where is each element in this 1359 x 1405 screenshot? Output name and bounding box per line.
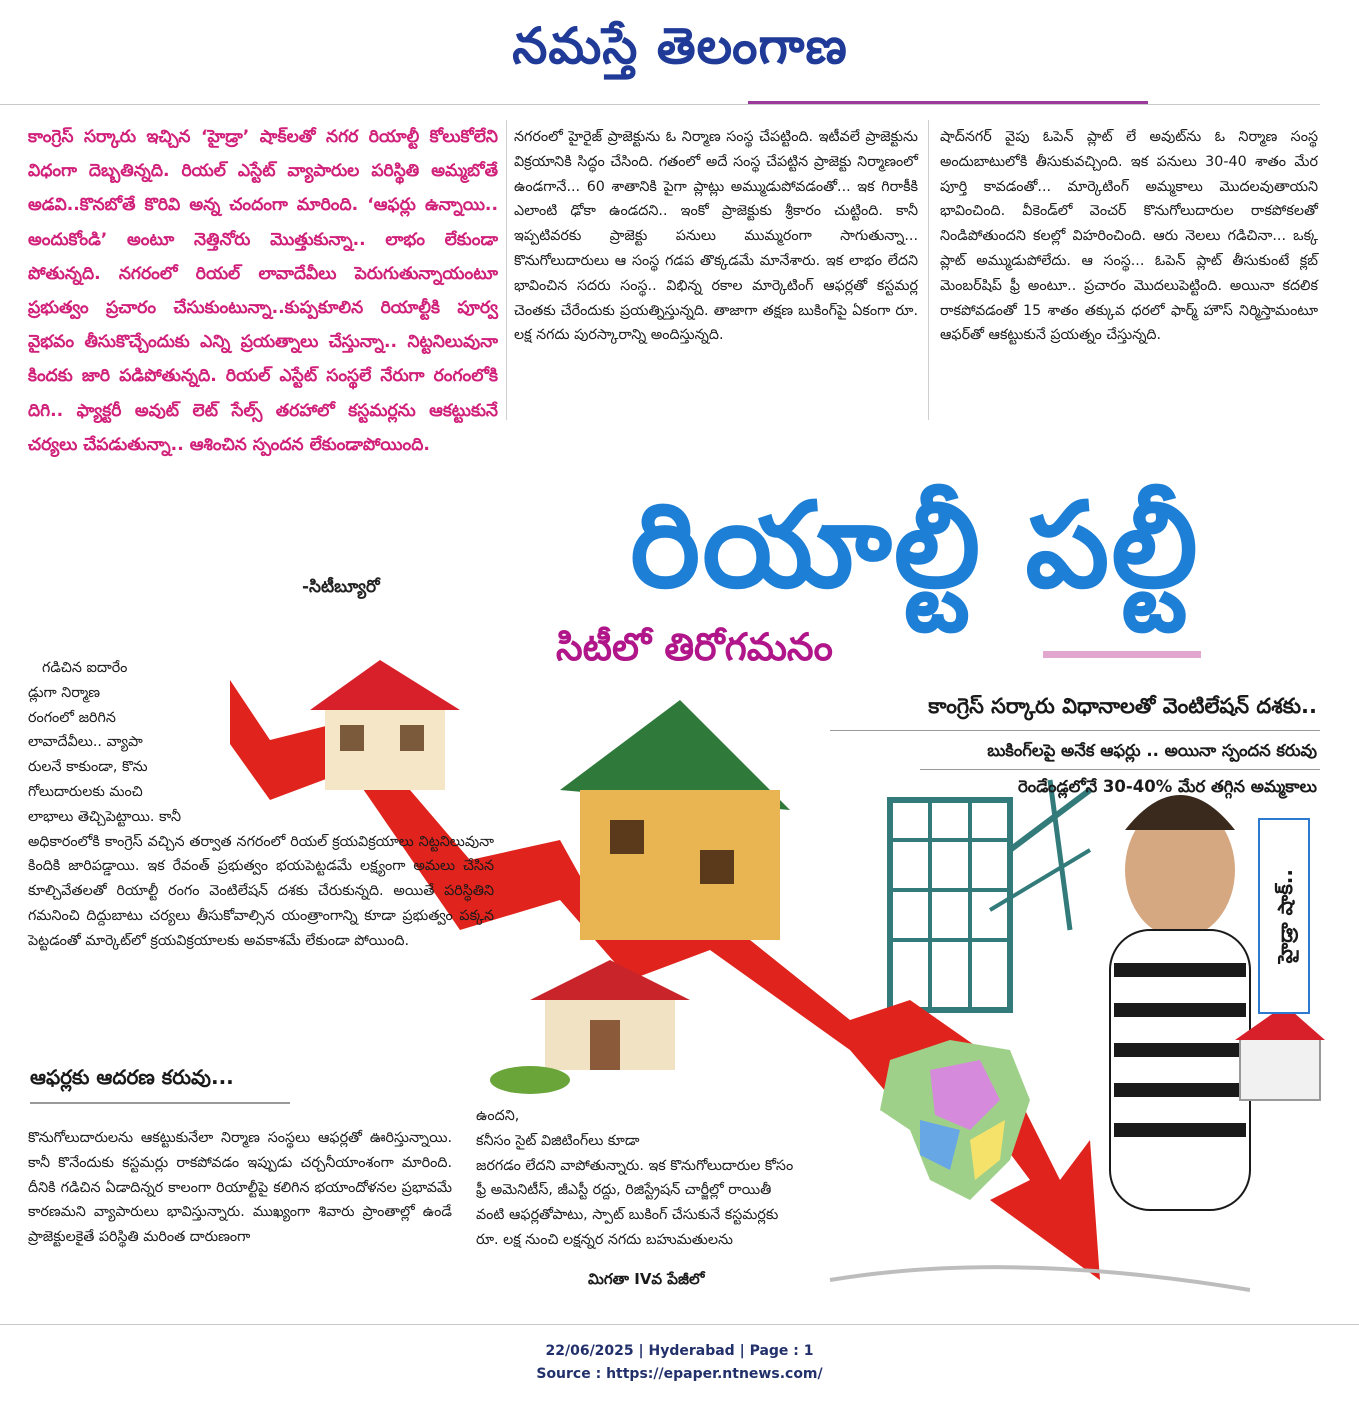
text-line: గడిచిన ఐదారేం — [42, 660, 128, 676]
subsection-rule — [30, 1102, 290, 1104]
footer-rule — [0, 1324, 1359, 1325]
house-icon — [490, 960, 690, 1094]
subsection-heading: ఆఫర్లకు ఆదరణ కరువు... — [30, 1065, 234, 1089]
footer-source-link[interactable]: Source : https://epaper.ntnews.com/ — [536, 1366, 823, 1382]
story-column-3: షాద్‌నగర్ వైపు ఓపెన్ ప్లాట్ లే అవుట్‌ను ఓ నిర్మాణ సంస్థ అందుబాటులోకి తీసుకువచ్చింది. ఇక పనులు 30-40 శాతం మేర పూర్తి కావడంతో... మార్కెటింగ్ అమ్మకాలు మొదలవుతాయని భావించింది. వీకెండ్‌లో వెంచర్ కొనుగోలుదారుల రాకపోకలతో నిండిపోతుందని కలల్లో విహరించింది. ఆరు నెలలు గడిచినా... ఒక్క ప్లాట్ అమ్ముడుపోలేదు. ఆ సంస్థ... ఓపెన్ ప్లాట్ తీసుకుంటే క్లబ్ మెంబర్‌షిప్ ఫ్రీ అంటూ.. ప్రచారం మొదలుపెట్టింది. అయినా కదలిక రాకపోవడంతో 15 శాతం తక్కువ ధరలో ఫార్మ్ హౌస్ నిర్మిస్తామంటూ ఆఫర్‌తో ఆకట్టుకునే ప్రయత్నం చేస్తున్నది. — [940, 129, 1318, 344]
column-divider — [928, 120, 929, 420]
text-line: రంగంలో జరిగిన — [28, 709, 116, 726]
deck-line-1: కాంగ్రెస్ సర్కారు విధానాలతో వెంటిలేషన్ దశకు.. — [928, 694, 1317, 718]
text-line: రులనే కాకుండా, కొను — [28, 759, 148, 776]
footer-date-line: 22/06/2025 | Hyderabad | Page : 1 — [545, 1343, 814, 1359]
deck-rule — [830, 730, 1320, 731]
text-line: కనీసం సైట్ విజిటింగ్‌లు కూడా — [476, 1132, 640, 1149]
story-column-left — [28, 656, 494, 954]
continued-on-page: మిగతా IVవ పేజీలో — [588, 1270, 705, 1288]
text-line: లాభాలు తెచ్చిపెట్టాయి. కానీ — [28, 808, 181, 825]
byline: -సిటీబ్యూరో — [302, 577, 380, 597]
text-line: వంటి ఆఫర్లతోపాటు, స్పాట్ బుకింగ్ చేసుకునే కస్టమర్లకు — [476, 1207, 779, 1224]
deck-line-2: బుకింగ్‌లపై అనేక ఆఫర్లు .. అయినా స్పందన కరువు — [987, 741, 1317, 760]
map-icon — [880, 1040, 1030, 1200]
deck-line-3: రెండేండ్లలోనే 30-40% మేర తగ్గిన అమ్మకాలు — [1017, 777, 1317, 796]
narrow-lines — [28, 656, 181, 830]
deck-rule — [920, 769, 1320, 770]
crane-icon — [890, 780, 1090, 1010]
text-line: జరగడం లేదని వాపోతున్నారు. ఇక కొనుగోలుదారుల కోసం — [476, 1157, 794, 1174]
text-line: ఫ్రీ అమెనిటీస్, జీఎస్టీ రద్దు, రిజిస్ట్రేషన్ చార్జీల్లో రాయితీ — [476, 1182, 772, 1199]
text-line: రూ. లక్ష నుంచి లక్షన్నర నగదు బహుమతులను — [476, 1231, 733, 1248]
main-headline: రియాల్టీ పల్టీ — [630, 476, 1200, 614]
masthead-rule — [0, 104, 1320, 105]
text-line: గోలుదారులకు మంచి — [28, 783, 143, 800]
newspaper-logo: నమస్తే తెలంగాణ — [512, 17, 848, 75]
story-column-bottom — [476, 1104, 896, 1253]
subsection-text: కొనుగోలుదారులను ఆకట్టుకునేలా నిర్మాణ సంస్థలు ఆఫర్లతో ఊరిస్తున్నాయి. కానీ కొనేందుకు కస్టమర్లు రాకపోవడం ఇప్పుడు చర్చనీయాంశంగా మారింది. దీనికి గడిచిన ఏడాదిన్నర కాలంగా రియాల్టీపై కలిగిన భయాందోళనల ప్రభావమే కారణమని వ్యాపారులు భావిస్తున్నారు. ముఖ్యంగా శివారు ప్రాంతాల్లో ఉండే ప్రాజెక్టులకైతే పరిస్థితి మరింత దారుణంగా — [28, 1130, 452, 1246]
text-line: లావాదేవీలు.. వ్యాపా — [28, 734, 143, 751]
wide-text: అధికారంలోకి కాంగ్రెస్ వచ్చిన తర్వాత నగరంలో రియల్ క్రయవిక్రయాలు నిట్టనిలువునా కిందికి జారిపడ్డాయి. ఇక రేవంత్ ప్రభుత్వం భయపెట్టడమే లక్ష్యంగా అమలు చేసిన కూల్చివేతలతో రియాల్టీ రంగం వెంటిలేషన్ దశకు చేరుకున్నది. అయితే పరిస్థితిని గమనించి దిద్దుబాటు చర్యలు తీసుకోవాల్సిన యంత్రాంగాన్ని కూడా ప్రభుత్వం పక్కన పెట్టడంతో మార్కెట్‌లో క్రయవిక్రయాలకు అవకాశమే లేకుండా పోయింది. — [28, 833, 494, 949]
hydra-shock-sticker — [1258, 818, 1310, 1014]
subhead-accent-bar — [1043, 651, 1201, 658]
text-line: డ్లుగా నిర్మాణ — [28, 684, 101, 701]
house-icon — [560, 700, 790, 940]
sticker-text: హైడ్రా షాక్.. — [1272, 868, 1297, 964]
lead-text: కాంగ్రెస్ సర్కారు ఇచ్చిన ‘హైడ్రా’ షాక్‌లతో నగర రియాల్టీ కోలుకోలేని విధంగా దెబ్బతిన్నది. రియల్ ఎస్టేట్ వ్యాపారుల పరిస్థితి అమ్మబోతే అడవి..కొనబోతే కొరివి అన్న చందంగా మారింది. ‘ఆఫర్లు ఉన్నాయి.. అందుకోండి’ అంటూ నెత్తినోరు మొత్తుకున్నా.. లాభం లేకుండా పోతున్నది. నగరంలో రియల్ లావాదేవీలు పెరుగుతున్నాయంటూ ప్రభుత్వం ప్రచారం చేసుకుంటున్నా..కుప్పకూలిన రియాల్టీకి పూర్వ వైభవం తీసుకొచ్చేందుకు ఎన్ని ప్రయత్నాలు చేస్తున్నా.. నిట్టనిలువునా కిందకు జారి పడిపోతున్నది. రియల్ ఎస్టేట్ సంస్థలే నేరుగా రంగంలోకి దిగి.. ఫ్యాక్టరీ అవుట్ లెట్ సేల్స్ తరహాలో కస్టమర్లను ఆకట్టుకునే చర్యలు చేపడుతున్నా.. ఆశించిన స్పందన లేకుండాపోయింది. — [28, 127, 498, 455]
masthead — [0, 0, 1359, 108]
column-divider — [506, 120, 507, 420]
story-column-2: నగరంలో హైరైజ్ ప్రాజెక్టును ఓ నిర్మాణ సంస్థ చేపట్టింది. ఇటీవలే ప్రాజెక్టును విక్రయానికి సిద్ధం చేసింది. గతంలో అదే సంస్థ చేపట్టిన ప్రాజెక్టు నిర్మాణంలో ఉండగానే... 60 శాతానికి పైగా ప్లాట్లు అమ్ముడుపోవడంతో... ఇక గిరాకీకి ఎలాంటి ఢోకా ఉండదని.. ఇంకో ప్రాజెక్టుకు శ్రీకారం చుట్టింది. కానీ ఇప్పటివరకు ప్రాజెక్టు పనులు ముమ్మరంగా సాగుతున్నా... కొనుగోలుదారులు ఆ సంస్థ గడప తొక్కడమే మానేశారు. ఇక లాభం లేదని భావించిన సదరు సంస్థ.. విభిన్న రకాల మార్కెటింగ్ ఆఫర్లతో కస్టమర్ల చెంతకు చేరేందుకు ప్రయత్నిస్తున్నది. తాజాగా తక్షణ బుకింగ్‌పై ఏకంగా రూ. లక్ష నగదు పురస్కారాన్ని అందిస్తున్నది. — [514, 129, 918, 344]
lead-paragraph — [28, 120, 498, 462]
sub-headline: సిటీలో తిరోగమనం — [556, 625, 833, 669]
text-line: ఉందని, — [476, 1108, 520, 1124]
